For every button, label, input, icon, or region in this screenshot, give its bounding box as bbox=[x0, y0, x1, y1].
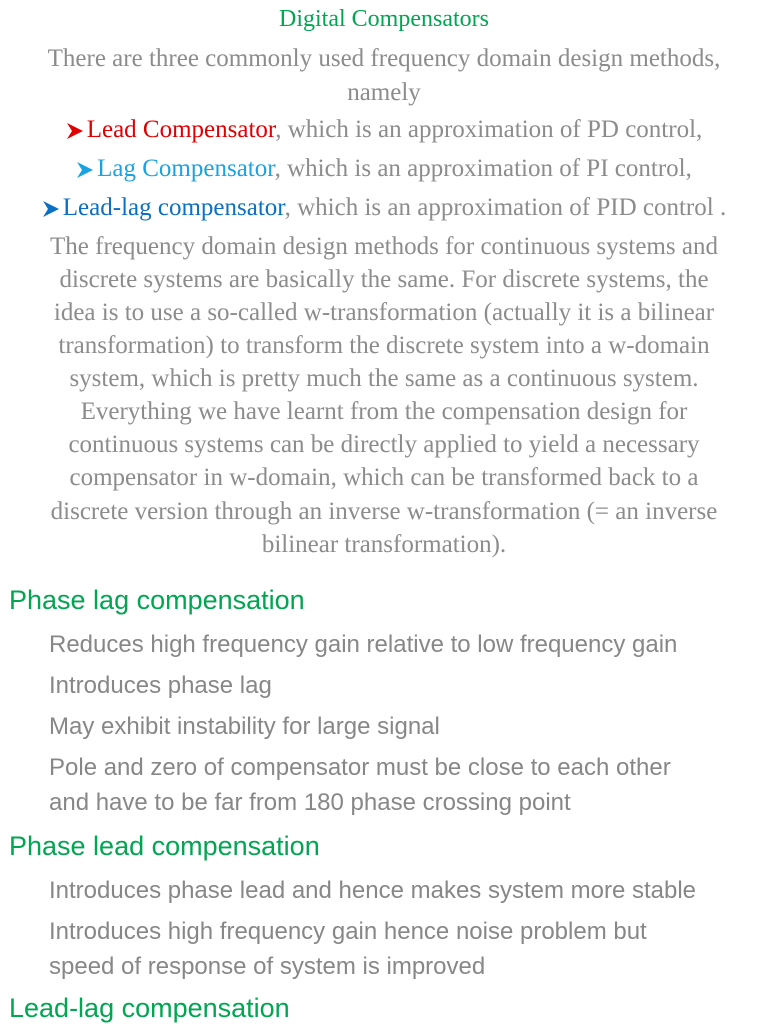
list-item: Introduces phase lead and hence makes system more stable bbox=[49, 877, 697, 904]
lag-compensator-text: , which is an approximation of PI control, bbox=[274, 155, 692, 182]
bullet-lead-lag bbox=[0, 194, 768, 222]
paragraph-line: compensator in w-domain, which can be transformed back to a bbox=[69, 464, 699, 491]
bullet-lead bbox=[0, 116, 768, 144]
page-title: Digital Compensators bbox=[279, 6, 489, 32]
paragraph-line: transformation) to transform the discrete system into a w-domain bbox=[58, 332, 710, 359]
section-heading-phase-lead: Phase lead compensation bbox=[9, 831, 320, 861]
paragraph-line: The frequency domain design methods for continuous systems and bbox=[50, 233, 718, 260]
list-item: Reduces high frequency gain relative to low frequency gain bbox=[49, 631, 678, 658]
list-item: Introduces high frequency gain hence noise problem but bbox=[49, 918, 647, 945]
arrow-bullet-icon bbox=[66, 122, 84, 140]
list-item: Pole and zero of compensator must be close to each other bbox=[49, 754, 671, 781]
lead-lag-compensator-label: Lead-lag compensator bbox=[62, 194, 285, 221]
paragraph-line: Everything we have learnt from the compensation design for bbox=[80, 398, 688, 425]
arrow-bullet-icon bbox=[42, 200, 60, 218]
section-heading-phase-lag: Phase lag compensation bbox=[9, 585, 305, 615]
paragraph-line: continuous systems can be directly applied to yield a necessary bbox=[68, 431, 700, 458]
lead-compensator-label: Lead Compensator bbox=[86, 116, 276, 143]
lag-compensator-label: Lag Compensator bbox=[97, 155, 275, 182]
list-item: May exhibit instability for large signal bbox=[49, 713, 440, 740]
paragraph-line: discrete version through an inverse w-transformation (= an inverse bbox=[50, 498, 718, 525]
list-item: speed of response of system is improved bbox=[49, 953, 486, 980]
intro-line-2: namely bbox=[347, 79, 421, 106]
paragraph-line: bilinear transformation). bbox=[261, 531, 507, 558]
paragraph-line: discrete systems are basically the same. For discrete systems, the bbox=[59, 266, 709, 293]
paragraph-line: idea is to use a so-called w-transformation (actually it is a bilinear bbox=[53, 299, 715, 326]
lead-lag-compensator-text: , which is an approximation of PID control . bbox=[284, 194, 727, 221]
arrow-bullet-icon bbox=[76, 161, 94, 179]
lead-compensator-text: , which is an approximation of PD control, bbox=[275, 116, 703, 143]
bullet-lag bbox=[0, 155, 768, 183]
intro-line-1: There are three commonly used frequency domain design methods, bbox=[47, 45, 721, 72]
section-heading-lead-lag: Lead-lag compensation bbox=[9, 993, 290, 1023]
list-item: Introduces phase lag bbox=[49, 672, 272, 699]
list-item: and have to be far from 180 phase crossing point bbox=[49, 789, 571, 816]
paragraph-line: system, which is pretty much the same as a continuous system. bbox=[69, 365, 699, 392]
